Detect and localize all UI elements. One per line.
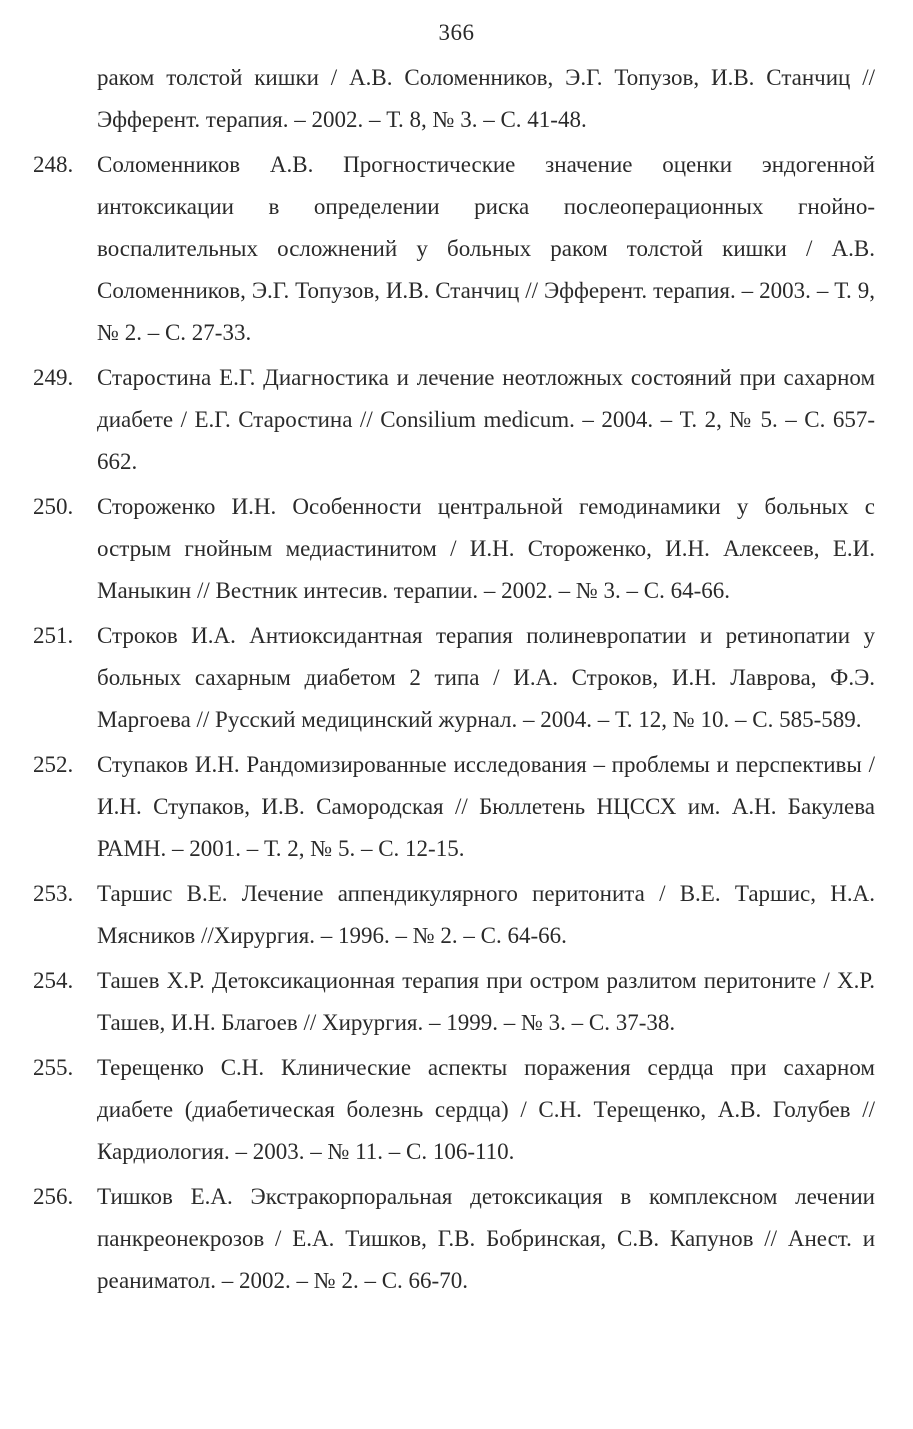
reference-item-248 — [0, 144, 913, 354]
reference-item-249 — [0, 357, 913, 483]
reference-text: Таршис В.Е. Лечение аппендикулярного перитонита / В.Е. Таршис, Н.А. Мясников //Хирургия. – 1996. – № 2. – С. 64-66. — [97, 881, 875, 948]
reference-text: Старостина Е.Г. Диагностика и лечение неотложных состояний при сахарном диабете / Е.Г. Старостина // Consilium medicum. – 2004. – Т. 2, № 5. – С. 657-662. — [97, 365, 875, 474]
reference-continuation — [0, 57, 913, 141]
reference-number: 252. — [33, 752, 74, 777]
reference-item-256 — [0, 1176, 913, 1302]
reference-number: 250. — [33, 494, 74, 519]
reference-number: 255. — [33, 1055, 74, 1080]
reference-continuation-text: раком толстой кишки / А.В. Соломенников, Э.Г. Топузов, И.В. Станчиц // Эфферент. терапия. – 2002. – Т. 8, № 3. – С. 41-48. — [97, 65, 875, 132]
reference-number: 248. — [33, 152, 74, 177]
page-number: 366 — [438, 20, 475, 45]
reference-text: Терещенко С.Н. Клинические аспекты поражения сердца при сахарном диабете (диабетическая болезнь сердца) / С.Н. Терещенко, А.В. Голубев // Кардиология. – 2003. – № 11. – С. 106-110. — [97, 1055, 875, 1164]
reference-number: 253. — [33, 881, 74, 906]
reference-item-254 — [0, 960, 913, 1044]
reference-number: 249. — [33, 365, 74, 390]
reference-text: Строков И.А. Антиоксидантная терапия полиневропатии и ретинопатии у больных сахарным диабетом 2 типа / И.А. Строков, И.Н. Лаврова, Ф.Э. Маргоева // Русский медицинский журнал. – 2004. – Т. 12, № 10. – С. 585-589. — [97, 623, 875, 732]
reference-text: Соломенников А.В. Прогностические значение оценки эндогенной интоксикации в определении риска послеоперационных гнойно-воспалительных осложнений у больных раком толстой кишки / А.В. Соломенников, Э.Г. Топузов, И.В. Станчиц // Эфферент. терапия. – 2003. – Т. 9, № 2. – С. 27-33. — [97, 152, 875, 345]
reference-item-250 — [0, 486, 913, 612]
reference-item-253 — [0, 873, 913, 957]
reference-number: 254. — [33, 968, 74, 993]
reference-text: Ступаков И.Н. Рандомизированные исследования – проблемы и перспективы / И.Н. Ступаков, И.В. Самородская // Бюллетень НЦССХ им. А.Н. Бакулева РАМН. – 2001. – Т. 2, № 5. – С. 12-15. — [97, 752, 875, 861]
reference-text: Ташев Х.Р. Детоксикационная терапия при остром разлитом перитоните / Х.Р. Ташев, И.Н. Благоев // Хирургия. – 1999. – № 3. – С. 37-38. — [97, 968, 875, 1035]
reference-number: 251. — [33, 623, 74, 648]
reference-text: Стороженко И.Н. Особенности центральной гемодинамики у больных с острым гнойным медиастинитом / И.Н. Стороженко, И.Н. Алексеев, Е.И. Маныкин // Вестник интесив. терапии. – 2002. – № 3. – С. 64-66. — [97, 494, 875, 603]
reference-text: Тишков Е.А. Экстракорпоральная детоксикация в комплексном лечении панкреонекрозов / Е.А. Тишков, Г.В. Бобринская, С.В. Капунов // Анест. и реаниматол. – 2002. – № 2. – С. 66-70. — [97, 1184, 875, 1293]
reference-item-251 — [0, 615, 913, 741]
reference-item-252 — [0, 744, 913, 870]
reference-number: 256. — [33, 1184, 74, 1209]
reference-list — [0, 57, 913, 1302]
reference-item-255 — [0, 1047, 913, 1173]
